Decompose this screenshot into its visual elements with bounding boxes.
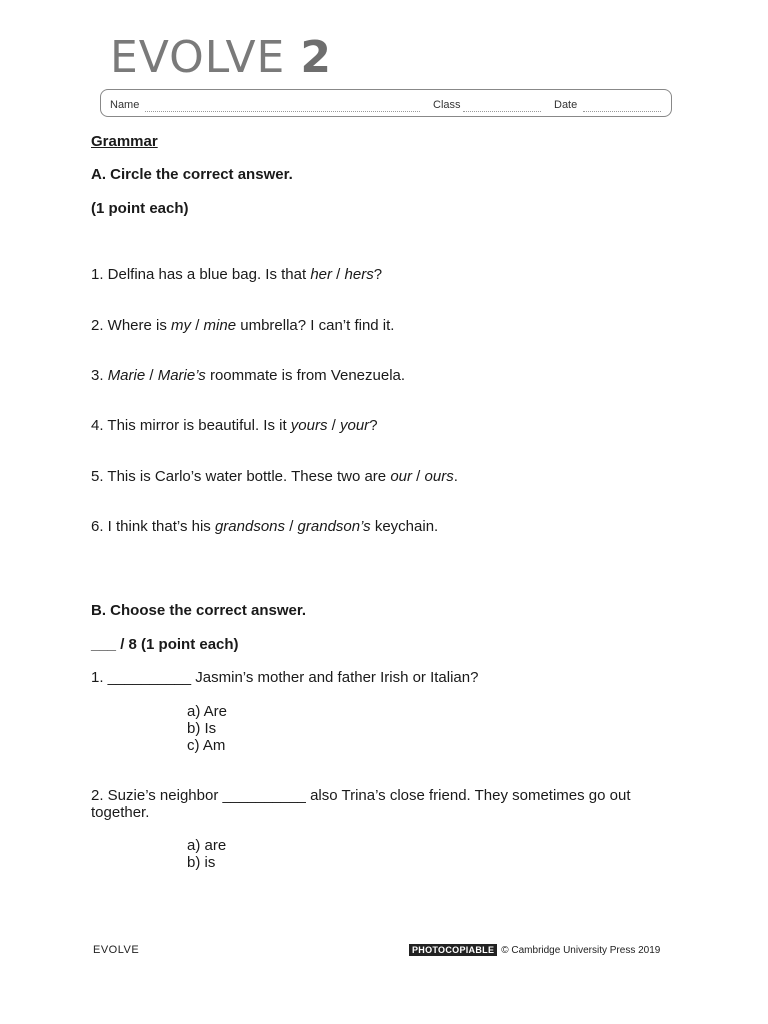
footer-brand: EVOLVE bbox=[93, 944, 140, 956]
name-label: Name bbox=[110, 99, 140, 111]
class-line bbox=[463, 111, 541, 112]
question-text-end: roommate is from Venezuela. bbox=[205, 367, 406, 384]
question-item bbox=[91, 317, 394, 334]
footer-copyright bbox=[409, 944, 660, 956]
question-item bbox=[91, 266, 382, 283]
choice-b: Marie’s bbox=[157, 367, 206, 384]
student-info-bar bbox=[100, 89, 672, 117]
choice-separator: / bbox=[412, 468, 425, 485]
choice-a: her bbox=[310, 266, 332, 283]
option-a: a) Are bbox=[187, 703, 228, 720]
photocopiable-badge: PHOTOCOPIABLE bbox=[409, 944, 497, 956]
question-item bbox=[91, 417, 378, 434]
question-text-end: umbrella? I can’t find it. bbox=[236, 317, 395, 334]
question-text: 2. Where is bbox=[91, 317, 172, 334]
choice-a: Marie bbox=[107, 367, 146, 384]
logo-text: EVOLVE bbox=[110, 32, 286, 83]
question-b2-line1: 2. Suzie’s neighbor __________ also Trina’s close friend. They sometimes go out bbox=[91, 787, 631, 804]
name-line bbox=[145, 111, 420, 112]
question-b1: 1. __________ Jasmin’s mother and father Irish or Italian? bbox=[91, 669, 479, 686]
section-a-points: (1 point each) bbox=[91, 200, 189, 217]
choice-separator: / bbox=[285, 518, 298, 535]
class-label: Class bbox=[433, 99, 461, 111]
question-text: 1. Delfina has a blue bag. Is that bbox=[91, 266, 311, 283]
choice-b: mine bbox=[203, 317, 237, 334]
question-item bbox=[91, 518, 438, 535]
question-text: 5. This is Carlo’s water bottle. These two are bbox=[91, 468, 391, 485]
evolve-logo bbox=[110, 32, 332, 83]
choice-separator: / bbox=[145, 367, 158, 384]
question-text-end: ? bbox=[373, 266, 383, 283]
section-b-score: ___ / 8 (1 point each) bbox=[91, 636, 239, 653]
question-text: 6. I think that’s his bbox=[91, 518, 215, 535]
question-text-end: . bbox=[453, 468, 458, 485]
section-a-instruction: A. Circle the correct answer. bbox=[91, 166, 293, 183]
question-item bbox=[91, 367, 405, 384]
choice-separator: / bbox=[327, 417, 340, 434]
logo-level: 2 bbox=[300, 32, 332, 83]
choice-a: yours bbox=[290, 417, 328, 434]
option-b: b) is bbox=[187, 854, 216, 871]
question-text-end: ? bbox=[369, 417, 378, 434]
question-text-end: keychain. bbox=[370, 518, 439, 535]
question-text: 4. This mirror is beautiful. Is it bbox=[91, 417, 291, 434]
choice-separator: / bbox=[332, 266, 345, 283]
section-heading: Grammar bbox=[91, 133, 158, 150]
choice-a: our bbox=[390, 468, 412, 485]
choice-separator: / bbox=[191, 317, 204, 334]
section-b-instruction: B. Choose the correct answer. bbox=[91, 602, 307, 619]
choice-b: grandson’s bbox=[297, 518, 371, 535]
copyright-text: © Cambridge University Press 2019 bbox=[501, 945, 661, 956]
option-c: c) Am bbox=[187, 737, 226, 754]
choice-a: grandsons bbox=[214, 518, 286, 535]
date-label: Date bbox=[554, 99, 578, 111]
option-b: b) Is bbox=[187, 720, 217, 737]
date-line bbox=[583, 111, 661, 112]
question-b2-line2: together. bbox=[91, 804, 150, 821]
choice-a: my bbox=[171, 317, 192, 334]
question-item bbox=[91, 468, 458, 485]
question-text: 3. bbox=[91, 367, 108, 384]
choice-b: ours bbox=[424, 468, 454, 485]
option-a: a) are bbox=[187, 837, 227, 854]
choice-b: hers bbox=[344, 266, 374, 283]
choice-b: your bbox=[340, 417, 370, 434]
